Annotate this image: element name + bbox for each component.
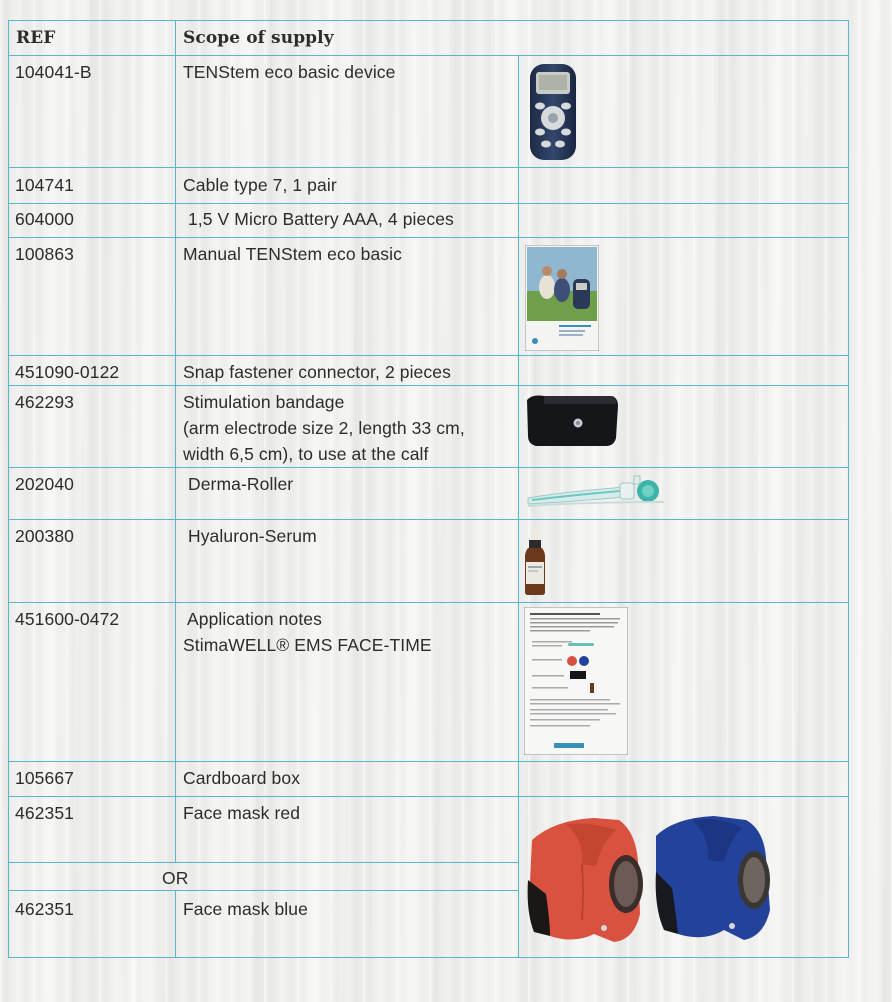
row-ref: 451600-0472: [15, 609, 120, 629]
row-scope: Snap fastener connector, 2 pieces: [183, 362, 451, 382]
row-scope: (arm electrode size 2, length 33 cm,: [183, 418, 465, 438]
grid-line: [8, 957, 849, 958]
row-ref: 200380: [15, 526, 74, 546]
grid-line: [175, 20, 176, 862]
row-scope: Hyaluron-Serum: [183, 526, 317, 546]
row-ref: 462293: [15, 392, 74, 412]
grid-line: [8, 20, 849, 21]
row-scope: Face mask red: [183, 803, 301, 823]
grid-line: [8, 761, 849, 762]
grid-line: [518, 55, 519, 957]
row-scope: TENStem eco basic device: [183, 62, 396, 82]
grid-line: [8, 602, 849, 603]
row-ref: 462351: [15, 899, 74, 919]
face-masks-image: [524, 802, 778, 950]
row-scope: Face mask blue: [183, 899, 308, 919]
row-ref: 462351: [15, 803, 74, 823]
row-ref: 451090-0122: [15, 362, 120, 382]
grid-line: [8, 519, 849, 520]
grid-line: [8, 862, 518, 863]
row-scope: Manual TENStem eco basic: [183, 244, 402, 264]
row-ref: 604000: [15, 209, 74, 229]
application-notes-image: [524, 607, 628, 755]
grid-line: [8, 237, 849, 238]
manual-cover-image: [525, 245, 599, 351]
grid-line: [8, 385, 849, 386]
grid-line: [8, 890, 518, 891]
grid-line: [8, 796, 849, 797]
row-scope: Application notes: [183, 609, 322, 629]
row-scope: Cardboard box: [183, 768, 301, 788]
derma-roller-image: [524, 472, 670, 512]
row-scope: Derma-Roller: [183, 474, 294, 494]
stimulation-bandage-image: [524, 390, 620, 450]
hyaluron-serum-image: [523, 526, 547, 596]
row-ref: 100863: [15, 244, 74, 264]
row-scope: width 6,5 cm), to use at the calf: [183, 444, 429, 464]
grid-line: [8, 467, 849, 468]
supply-table: [8, 20, 849, 958]
row-ref: 105667: [15, 768, 74, 788]
row-ref: 104741: [15, 175, 74, 195]
grid-line: [8, 20, 9, 958]
grid-line: [8, 167, 849, 168]
grid-line: [8, 55, 849, 56]
grid-line: [848, 20, 849, 958]
row-scope: Cable type 7, 1 pair: [183, 175, 337, 195]
row-scope: Stimulation bandage: [183, 392, 345, 412]
header-ref: REF: [16, 28, 56, 48]
row-scope: 1,5 V Micro Battery AAA, 4 pieces: [183, 209, 454, 229]
tens-device-image: [528, 62, 578, 162]
or-label: OR: [162, 868, 189, 888]
grid-line: [175, 890, 176, 957]
row-ref: 104041-B: [15, 62, 92, 82]
row-scope: StimaWELL® EMS FACE-TIME: [183, 635, 432, 655]
header-scope: Scope of supply: [183, 28, 334, 48]
grid-line: [8, 203, 849, 204]
row-ref: 202040: [15, 474, 74, 494]
grid-line: [8, 355, 849, 356]
